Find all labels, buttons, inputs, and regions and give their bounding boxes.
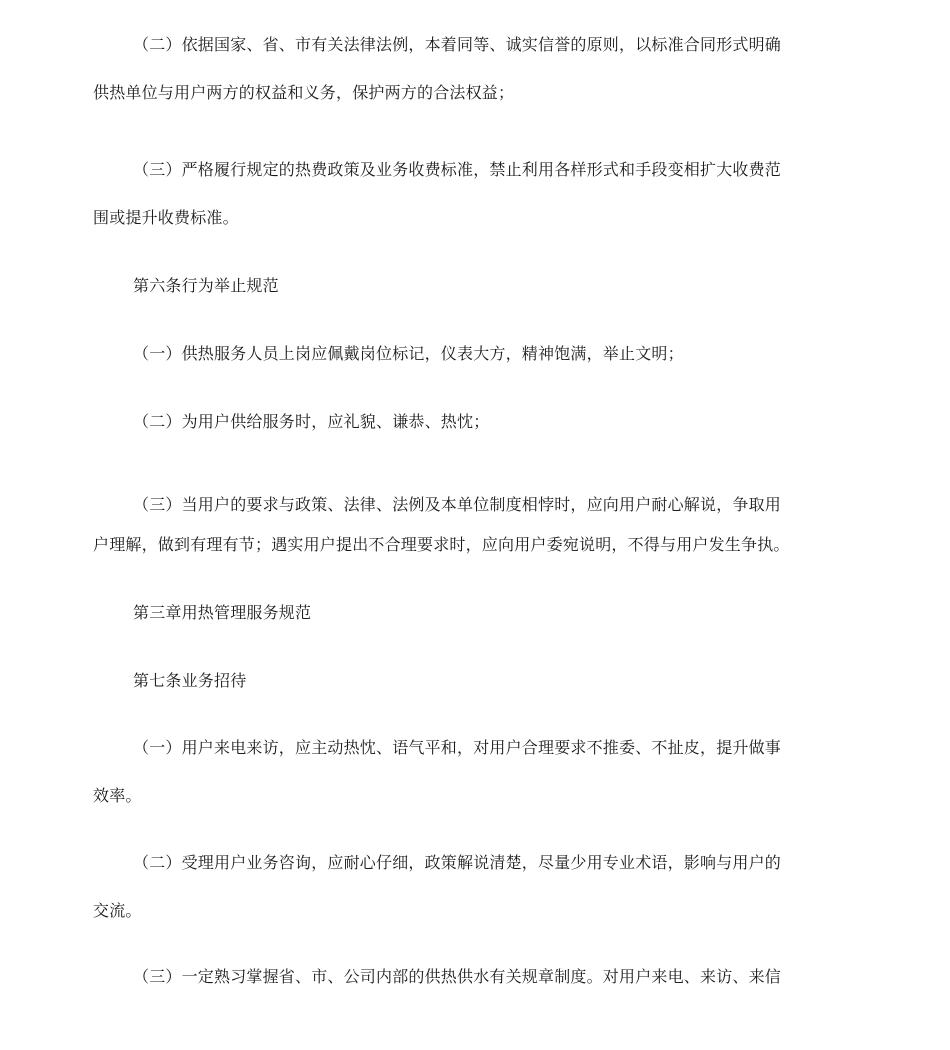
paragraph-line: 围或提升收费标准。: [93, 208, 239, 227]
paragraph-line: （三）严格履行规定的热费政策及业务收费标准，禁止利用各样形式和手段变相扩大收费范: [133, 160, 782, 179]
paragraph-line: （一）供热服务人员上岗应佩戴岗位标记，仪表大方，精神饱满，举止文明；: [133, 344, 684, 363]
paragraph-line: 交流。: [93, 901, 142, 920]
paragraph-line: （二）为用户供给服务时，应礼貌、谦恭、热忱；: [133, 412, 490, 431]
paragraph-line: 户理解，做到有理有节；遇实用户提出不合理要求时，应向用户委宛说明，不得与用户发生争执。: [93, 535, 790, 554]
paragraph-line: 效率。: [93, 786, 142, 805]
paragraph-line: （一）用户来电来访，应主动热忱、语气平和，对用户合理要求不推委、不扯皮，提升做事: [133, 738, 782, 757]
paragraph-line: （二）受理用户业务咨询，应耐心仔细，政策解说清楚，尽量少用专业术语，影响与用户的: [133, 853, 782, 872]
paragraph-line: （二）依据国家、省、市有关法律法例，本着同等、诚实信誉的原则，以标准合同形式明确: [133, 35, 782, 54]
paragraph-line: （三）一定熟习掌握省、市、公司内部的供热供水有关规章制度。对用户来电、来访、来信: [133, 967, 782, 986]
paragraph-line: （三）当用户的要求与政策、法律、法例及本单位制度相悖时，应向用户耐心解说，争取用: [133, 495, 782, 514]
article-heading: 第六条行为举止规范: [133, 276, 279, 295]
article-heading: 第七条业务招待: [133, 671, 247, 690]
paragraph-line: 供热单位与用户两方的权益和义务，保护两方的合法权益；: [93, 83, 515, 102]
chapter-heading: 第三章用热管理服务规范: [133, 603, 312, 622]
